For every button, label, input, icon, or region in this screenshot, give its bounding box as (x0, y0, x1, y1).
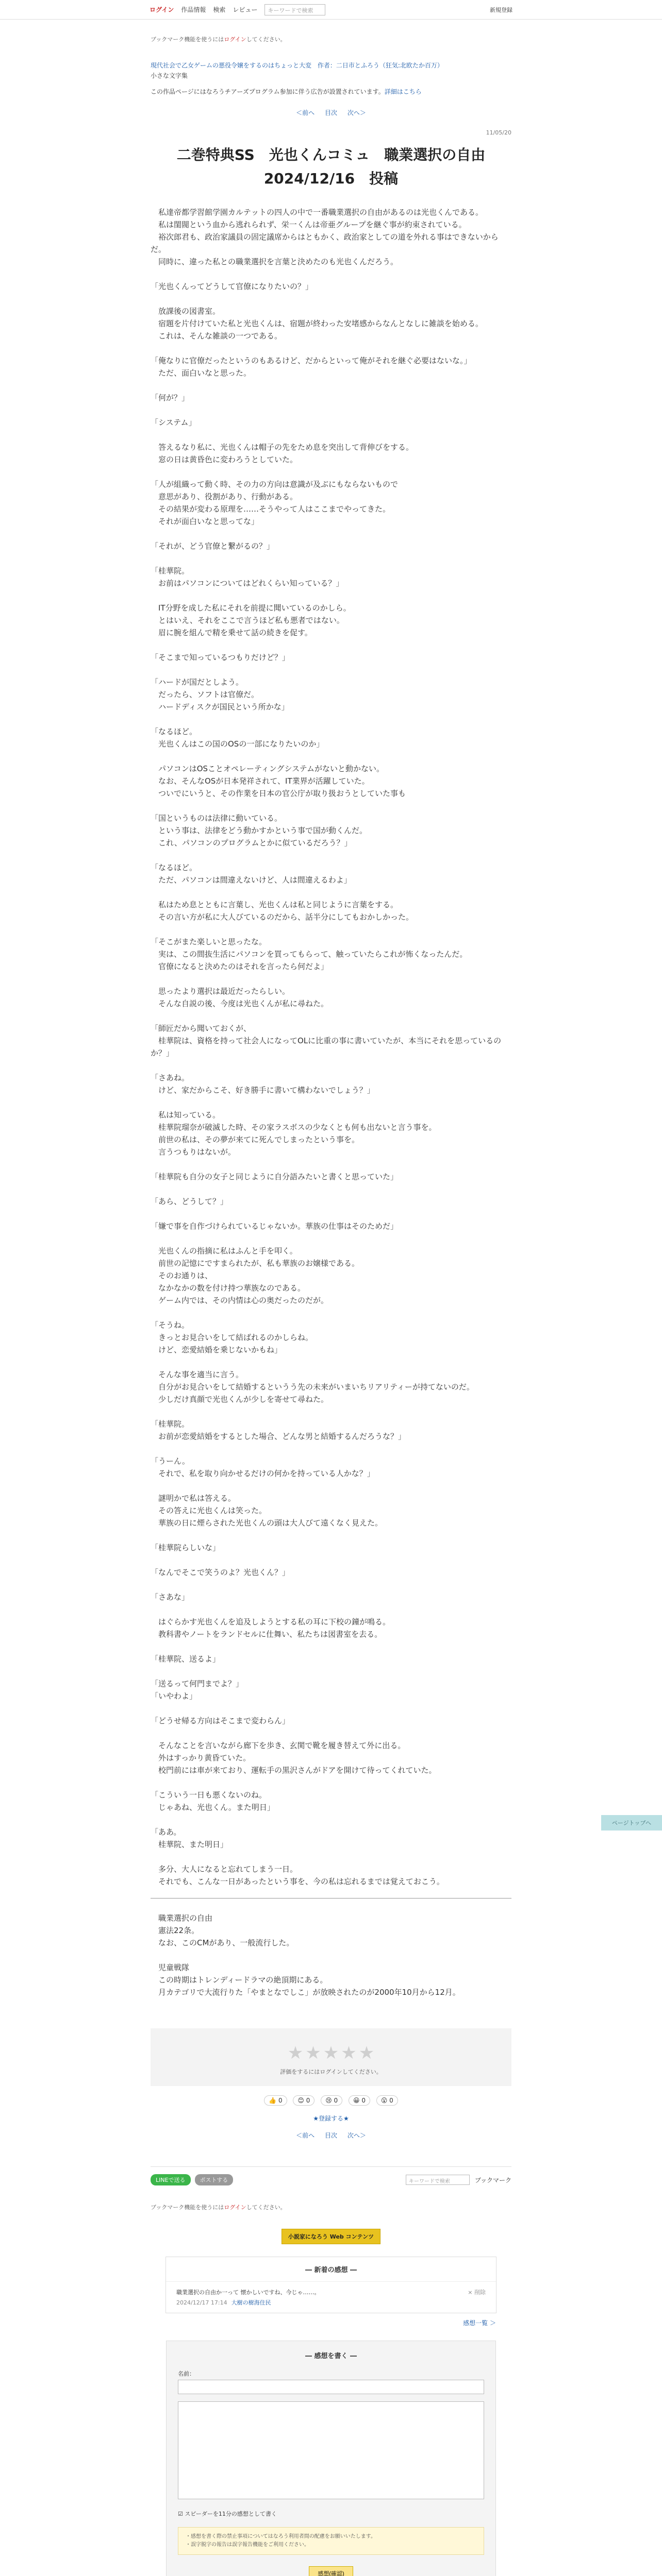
body-paragraph (151, 1183, 511, 1195)
post-share-button[interactable]: ポストする (195, 2174, 234, 2185)
warning-box (178, 2527, 484, 2555)
toc-link[interactable]: 目次 (324, 2132, 337, 2139)
body-paragraph: 謎明かで私は答える。 (151, 1494, 236, 1503)
body-paragraph: 「システム」 (151, 418, 196, 427)
body-paragraph: 桂華院瑠奈が破滅した時、その家ラスボスの少なくとも何も出ないと言う事を。 (151, 1123, 437, 1132)
body-paragraph: これ、パソコンのプログラムとかに似ているだろう？」 (151, 838, 352, 848)
body-paragraph: そのお通りは、 (151, 1271, 213, 1280)
body-paragraph: ただ、パソコンは間違えないけど、人は間違えるわよ」 (151, 875, 352, 885)
body-paragraph (151, 1814, 511, 1826)
body-paragraph: ゲーム内では、その内情は心の奥だったのだが。 (151, 1296, 329, 1305)
next-link[interactable]: 次へ＞ (347, 2132, 366, 2139)
body-paragraph: 「そこまで知っているつもりだけど？」 (151, 653, 290, 662)
series-subtitle: 小さな文字集 (151, 72, 188, 79)
body-paragraph: 「送るって何門までよ？」 (151, 1679, 244, 1688)
body-paragraph: 私はため息とともに言葉し、光也くんは私と同じように言葉をする。 (151, 900, 399, 909)
comments-list-link[interactable]: 感想一覧 ＞ (463, 2319, 496, 2327)
body-paragraph: 私は知っている。 (151, 1110, 221, 1120)
body-paragraph: その言い方が私に大人びているのだから、話半分にしてもおかしかった。 (151, 912, 414, 922)
star-icon[interactable]: ★ (341, 2043, 357, 2063)
body-paragraph (151, 1307, 511, 1319)
body-paragraph: 「桂華院、送るよ」 (151, 1654, 221, 1664)
comment-field[interactable] (178, 2401, 484, 2499)
body-paragraph: 「桂華院らしいな」 (151, 1543, 221, 1552)
name-field[interactable] (178, 2380, 484, 2394)
star-icon[interactable]: ★ (323, 2043, 339, 2063)
body-paragraph: 教科書やノートをランドセルに仕舞い、私たちは図書室を去る。 (151, 1630, 383, 1639)
body-paragraph: 答えるなり私に、光也くんは帽子の先をため息を突出して背伸びをする。 (151, 443, 414, 452)
body-paragraph: じゃあね、光也くん。また明日」 (151, 1803, 275, 1812)
body-paragraph: 官僚になると決めたのはそれを言ったら何だよ」 (151, 962, 329, 971)
ad-notice (151, 87, 511, 96)
body-paragraph (151, 664, 511, 676)
body-paragraph: 前世の私は、その夢が来てに死んでしまったという事を。 (151, 1135, 360, 1144)
body-paragraph (151, 886, 511, 899)
warning-line-1: ・感想を書く際の禁止事項についてはなろう利用者間の配慮をお願いいたします。 (186, 2534, 376, 2539)
register-link[interactable]: 新規登録 (490, 6, 512, 13)
warning-line-2: ・誤字脱字の報告は誤字報告機能をご利用ください。 (186, 2542, 309, 2548)
body-paragraph: 「そうね。 (151, 1320, 190, 1330)
body-paragraph (151, 1010, 511, 1022)
body-paragraph: 外はすっかり黄昏ていた。 (151, 1753, 251, 1762)
body-paragraph (151, 1405, 511, 1418)
prev-link[interactable]: ＜前へ (296, 109, 315, 116)
rating-message: 評価をするにはログインしてください。 (280, 2069, 382, 2075)
afterword (151, 1912, 511, 1998)
body-paragraph: 「何が？」 (151, 393, 190, 402)
body-paragraph: お前が恋愛結婚をするとした場合、どんな男と結婚するんだろうな？」 (151, 1432, 406, 1441)
body-paragraph: 前世の記憶にですまられたが、私も華族のお嬢様である。 (151, 1259, 360, 1268)
bookmark-notice (151, 35, 511, 43)
body-paragraph (151, 800, 511, 812)
search-input-bottom[interactable]: キーワードで検索 (406, 2175, 470, 2185)
body-paragraph: その結果が変わる原理を……そうやって人はここまでやってきた。 (151, 504, 391, 514)
episode-title: 二巻特典SS 光也くんコミュ 職業選択の自由 2024/12/16 投稿 (176, 146, 500, 187)
reaction-button[interactable]: 😮 0 (376, 2095, 398, 2106)
body-paragraph: 「ああ。 (151, 1827, 181, 1837)
logo-text: 小説家になろう Web コンテンツ (282, 2229, 380, 2244)
body-paragraph: 「いやわよ」 (151, 1691, 197, 1701)
body-paragraph: 華族の日に煙らされた光也くんの頭は大人びて遠くなく見えた。 (151, 1518, 383, 1528)
body-paragraph: 実は、この間抜生活にパソコンを買ってもらって、触っていたらこれが怖くなったんだ。 (151, 950, 468, 959)
body-paragraph (151, 552, 511, 565)
star-icon[interactable]: ★ (358, 2043, 375, 2063)
body-paragraph (151, 528, 511, 540)
body-paragraph: それが面白いなと思ってな」 (151, 517, 259, 526)
body-paragraph: 自分がお見合いをして結婚するというう先の未来がいまいちリアリティーが持てないのだ。 (151, 1382, 474, 1392)
body-paragraph: そんなことを言いながら廊下を歩き、玄関で靴を履き替えて外に出る。 (151, 1741, 406, 1750)
body-paragraph: 眉に腕を組んで精を乗せて話の続きを促す。 (151, 628, 312, 637)
search-input[interactable]: キーワードで検索 (264, 4, 325, 15)
body-paragraph: はぐらかす光也くんを追及しようとする私の耳に下校の鐘が鳴る。 (151, 1617, 391, 1626)
body-paragraph: 光也くんはこの国のOSの一部になりたいのか」 (151, 739, 324, 749)
body-paragraph (151, 1554, 511, 1566)
body-paragraph: 「うーん。 (151, 1456, 190, 1466)
page-top-button[interactable]: ページトップへ (601, 1815, 662, 1831)
body-paragraph: これは、そんな雑談の一つである。 (151, 331, 283, 341)
series-info (151, 61, 511, 70)
body-paragraph (151, 713, 511, 725)
rating-stars[interactable] (151, 2043, 511, 2063)
body-paragraph: 「ハードが国だとしよう。 (151, 677, 244, 687)
share-bar (151, 2166, 511, 2185)
body-paragraph: ただ、面白いなと思った。 (151, 368, 252, 378)
body-paragraph: 「どうせ帰る方向はそこまで変わらん」 (151, 1716, 290, 1725)
body-paragraph: だったら、ソフトは官僚だ。 (151, 690, 259, 699)
body-paragraph: 「俺なりに官僚だったというのもあるけど、だからといって俺がそれを継ぐ必要はないな。」 (151, 356, 472, 365)
afterword-paragraph: 月カテゴリで大流行りた「やまとなでしこ」が放映されたのが2000年10月から12月。 (151, 1988, 460, 1997)
body-paragraph: とはいえ、それをここで言うほど私も悪者ではない。 (151, 616, 344, 625)
episode-number: 11/05/20 (486, 129, 511, 136)
next-link[interactable]: 次へ＞ (347, 109, 366, 116)
episode-body (151, 206, 511, 1888)
body-paragraph (151, 404, 511, 416)
body-paragraph: 光也くんの指摘に私はふんと手を叩く。 (151, 1246, 297, 1256)
body-paragraph: 裕次郎君も、政治家議員の固定議席からはともかく、政治家としての道を外れる事はできないからだ。 (151, 232, 499, 254)
body-paragraph (151, 1480, 511, 1492)
body-paragraph (151, 466, 511, 478)
reactions (151, 2095, 511, 2106)
series-title-link[interactable]: 現代社会で乙女ゲームの悪役令嬢をするのはちょっと大変 (151, 62, 312, 69)
pager-top (151, 108, 511, 117)
body-paragraph: 「桂華院も自分の女子と同じように自分語みたいと書くと思っていた」 (151, 1172, 399, 1181)
body-paragraph: 言うつもりはないが。 (151, 1147, 236, 1157)
comment-item[interactable] (166, 2282, 496, 2313)
body-paragraph: 「桂華院。 (151, 1419, 190, 1429)
body-paragraph: 宿題を片付けていた私と光也くんは、宿題が終わった安堵感からなんとなしに雑談を始める。 (151, 319, 483, 328)
body-paragraph: 「国というものは法律に動いている。 (151, 814, 283, 823)
afterword-paragraph: 児童戦隊 (151, 1963, 190, 1972)
bookmark-button[interactable]: ブックマーク (474, 2176, 511, 2184)
body-paragraph: なかなかの数を付け持つ華族なのである。 (151, 1283, 306, 1293)
body-paragraph: ついでにいうと、その作業を日本の官公庁が取り扱おうとしていた事も (151, 789, 406, 798)
recent-comments-header: ― 新着の感想 ― (166, 2257, 496, 2282)
body-paragraph: 意思があり、役割があり、行動がある。 (151, 492, 298, 501)
bookmark-notice-bottom (151, 2203, 511, 2211)
afterword-paragraph: この時期はトレンディードラマの絶頂期にある。 (151, 1975, 328, 1985)
body-paragraph (151, 1158, 511, 1171)
comment-form-header: ― 感想を書く ― (305, 2352, 357, 2360)
body-paragraph (151, 639, 511, 651)
body-paragraph: 「なるほど。 (151, 727, 197, 736)
afterword-paragraph: 職業選択の自由 (151, 1913, 213, 1923)
bookmark-register-link[interactable]: ★登録する★ (313, 2115, 349, 2122)
body-paragraph (151, 1851, 511, 1863)
body-paragraph (151, 293, 511, 305)
body-paragraph: なお、そんなOSが日本発祥されて、IT業界が活躍していた。 (151, 776, 370, 786)
star-icon[interactable]: ★ (287, 2043, 304, 2063)
delete-link[interactable]: × 削除 (468, 2289, 486, 2296)
notice-text-end: してください。 (246, 2204, 286, 2211)
body-paragraph (151, 268, 511, 280)
notice-text: ブックマーク機能を使うには (151, 36, 224, 43)
rating-area (151, 2028, 511, 2086)
afterword-paragraph: なお、このCMがあり、一般流行した。 (151, 1938, 294, 1947)
submit-button[interactable]: 感想(確認) (309, 2566, 353, 2576)
prev-link[interactable]: ＜前へ (296, 2132, 315, 2139)
body-paragraph (151, 1232, 511, 1245)
body-paragraph: 思ったより選択は最近だったらしい。 (151, 987, 290, 996)
body-paragraph: 放課後の図書室。 (151, 307, 221, 316)
body-paragraph (151, 750, 511, 762)
body-paragraph: けど、家だからこそ、好き勝手に書いて構わないでしょう？」 (151, 1086, 375, 1095)
login-link[interactable]: ログイン (150, 6, 174, 13)
comment-form (166, 2341, 496, 2576)
notice-login-link[interactable]: ログイン (224, 2204, 246, 2211)
body-paragraph (151, 1059, 511, 1072)
reaction-button[interactable]: 👍 0 (264, 2095, 287, 2106)
reaction-button[interactable]: 😢 0 (321, 2095, 342, 2106)
body-paragraph: それで、私を取り向かせるだけの何かを持っている人かな？」 (151, 1469, 375, 1478)
body-paragraph: 「こういう一日も悪くないのね。 (151, 1790, 267, 1800)
body-paragraph: 「さあね。 (151, 1073, 190, 1082)
reaction-button[interactable]: 😊 0 (293, 2095, 315, 2106)
ad-text: この作品ページにはなろうチアーズプログラム参加に伴う広告が設置されています。 (151, 88, 385, 95)
body-paragraph (151, 1776, 511, 1789)
line-share-button[interactable]: LINEで送る (151, 2174, 191, 2185)
body-paragraph: という事は、法律をどう動かすかという事で国が動くんだ。 (151, 826, 368, 835)
body-paragraph: そんな事を適当に言う。 (151, 1370, 244, 1379)
body-paragraph: パソコンはOSことオペレーティングシステムがないと動かない。 (151, 764, 385, 773)
body-paragraph: 「あら、どうして？」 (151, 1197, 228, 1206)
afterword-paragraph: 憲法22条。 (151, 1926, 200, 1935)
body-paragraph: そんな自説の後、今度は光也くんが私に尋ねた。 (151, 999, 329, 1008)
author-link[interactable]: 作者：二日市とふろう（狂気:北欧たか百万） (317, 62, 443, 69)
nav-review[interactable]: レビュー (233, 6, 258, 13)
body-paragraph (151, 1096, 511, 1109)
body-paragraph: 私は閨閥という血から逃れられず、栄一くんは帝亜グループを継ぐ事が約束されている。 (151, 220, 467, 229)
body-paragraph: 「桂華院。 (151, 566, 190, 575)
body-paragraph: 「そこがまた楽しいと思ったな。 (151, 937, 267, 946)
body-paragraph: 私達帝都学習館学園カルテットの四人の中で一番職業選択の自由があるのは光也くんである。 (151, 208, 484, 217)
comment-date: 2024/12/17 17:14 (176, 2299, 227, 2306)
body-paragraph: 「光也くんってどうして官僚になりたいの？」 (151, 282, 313, 291)
body-paragraph (151, 1529, 511, 1541)
body-paragraph (151, 1665, 511, 1677)
body-paragraph: その答えに光也くんは笑った。 (151, 1506, 267, 1515)
body-paragraph: きっとお見合いをして結ばれるのかしらね。 (151, 1333, 313, 1342)
body-paragraph (151, 849, 511, 861)
body-paragraph: 桂華院、また明日」 (151, 1840, 228, 1849)
body-paragraph: 少しだけ真顔で光也くんが少しを寄せて尋ねた。 (151, 1395, 329, 1404)
body-paragraph: IT分野を成した私にそれを前提に聞いているのかしら。 (151, 603, 351, 613)
divider (151, 1898, 511, 1899)
body-paragraph: 桂華院は、資格を持って社会人になってOLに比重の事に書いていたが、本当にそれを思っているのか？」 (151, 1036, 502, 1058)
body-paragraph: 「嫌で事を自作づけられているじゃないか。華族の仕事はそのためだ」 (151, 1222, 399, 1231)
body-paragraph: 校門前には車が来ており、運転手の黒沢さんがドアを開けて待ってくれていた。 (151, 1766, 437, 1775)
body-paragraph: 「なんでそこで笑うのよ？光也くん？」 (151, 1568, 290, 1577)
body-paragraph: それでも、こんな一日があったという事を、今の私は忘れるまでは覚えておこう。 (151, 1877, 444, 1886)
body-paragraph (151, 429, 511, 441)
notice-text-end: してください。 (246, 36, 286, 43)
body-paragraph (151, 1443, 511, 1455)
body-paragraph: 窓の日は黄昏色に変わろうとしていた。 (151, 455, 298, 464)
body-paragraph: お前はパソコンについてはどれくらい知っている？」 (151, 579, 344, 588)
body-paragraph (151, 923, 511, 936)
body-paragraph (151, 1603, 511, 1616)
comment-meta (176, 2298, 486, 2307)
body-paragraph: 「師匠だから聞いておくが、 (151, 1024, 252, 1033)
spoiler-checkbox[interactable]: ☑ スピーダーを11分の感想として書く (178, 2511, 277, 2517)
body-paragraph (151, 379, 511, 392)
body-paragraph: 同時に、違った私との職業選択を言葉と決めたのも光也くんだろう。 (151, 257, 399, 266)
body-paragraph: 「さあな」 (151, 1592, 190, 1602)
body-paragraph (151, 1579, 511, 1591)
body-paragraph (151, 589, 511, 602)
reaction-button[interactable]: 😀 0 (349, 2095, 370, 2106)
body-paragraph: 多分、大人になると忘れてしまう一日。 (151, 1865, 298, 1874)
main-content (151, 35, 511, 2140)
body-paragraph (151, 342, 511, 354)
notice-login-link[interactable]: ログイン (224, 36, 246, 43)
body-paragraph (151, 1702, 511, 1715)
body-paragraph (151, 1208, 511, 1220)
nav-works[interactable]: 作品情報 (181, 6, 206, 13)
body-paragraph: 「それが、どう官僚と繋がるの？」 (151, 541, 275, 551)
body-paragraph: ハードディスクが国民という所かな」 (151, 702, 289, 711)
body-paragraph (151, 1727, 511, 1739)
notice-text: ブックマーク機能を使うには (151, 2204, 224, 2211)
body-paragraph (151, 1356, 511, 1368)
ad-detail-link[interactable]: 詳細はこちら (384, 88, 422, 95)
toc-link[interactable]: 目次 (324, 109, 337, 116)
body-paragraph (151, 973, 511, 985)
name-label: 名前： (178, 2370, 195, 2377)
body-paragraph: けど、恋愛結婚を乗じないかもね」 (151, 1345, 283, 1354)
comment-author[interactable]: 大樹の樹海住民 (231, 2299, 271, 2306)
top-navigation (0, 0, 662, 20)
site-logo[interactable] (0, 2229, 662, 2244)
pager-bottom (151, 2131, 511, 2140)
nav-search[interactable]: 検索 (213, 6, 226, 13)
recent-comments (166, 2257, 496, 2313)
spoiler-label: スピーダーを11分の感想として書く (185, 2511, 277, 2517)
body-paragraph: 「人が組織って動く時、その力の方向は意識が及ぶにもならないもので (151, 480, 399, 489)
body-paragraph: 「なるほど。 (151, 863, 197, 872)
body-paragraph (151, 1640, 511, 1653)
comment-text: 職業選択の自由か一って 懐かしいですね、今じゃ……。 (176, 2289, 320, 2296)
afterword-paragraph (151, 1949, 511, 1961)
star-icon[interactable]: ★ (305, 2043, 321, 2063)
